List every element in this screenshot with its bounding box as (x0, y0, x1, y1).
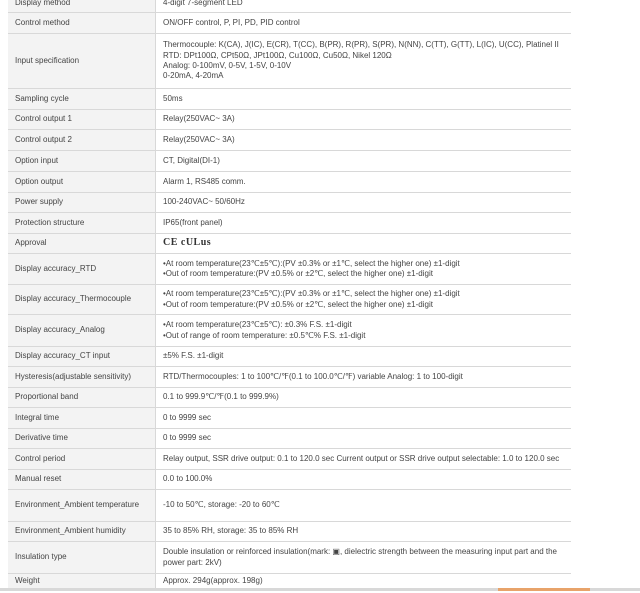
spec-row (8, 429, 571, 449)
spec-value-line: CT, Digital(DI-1) (163, 155, 220, 165)
spec-value (156, 213, 572, 234)
spec-row (8, 367, 571, 388)
spec-value-line: •At room temperature(23℃±5℃):(PV ±0.3% or ±1℃, select the higher one) ±1-digit (163, 258, 460, 268)
spec-row (8, 234, 571, 254)
spec-label: Control method (8, 13, 156, 34)
spec-row (8, 193, 571, 213)
spec-value-line: 0 to 9999 sec (163, 433, 212, 443)
spec-label: Display accuracy_Analog (8, 315, 156, 347)
spec-value-line: 50ms (163, 93, 183, 103)
spec-label: Option input (8, 151, 156, 172)
spec-value (156, 347, 572, 367)
spec-row (8, 347, 571, 367)
spec-value-line: 0.1 to 999.9℃/℉(0.1 to 999.9%) (163, 392, 279, 402)
spec-value-line: Approx. 294g(approx. 198g) (163, 575, 263, 585)
spec-row (8, 449, 571, 470)
spec-row (8, 388, 571, 408)
spec-value (156, 470, 572, 490)
spec-label: Display accuracy_CT input (8, 347, 156, 367)
specification-table (8, 0, 571, 589)
spec-row (8, 13, 571, 34)
spec-value (156, 0, 572, 13)
spec-label: Protection structure (8, 213, 156, 234)
spec-label: Environment_Ambient temperature (8, 490, 156, 522)
spec-value (156, 89, 572, 110)
spec-row (8, 254, 571, 285)
spec-value (156, 234, 572, 254)
spec-label: Power supply (8, 193, 156, 213)
spec-value (156, 490, 572, 522)
spec-row (8, 110, 571, 130)
spec-value (156, 34, 572, 89)
spec-value-line: 35 to 85% RH, storage: 35 to 85% RH (163, 526, 299, 536)
spec-row (8, 470, 571, 490)
spec-value (156, 172, 572, 193)
spec-row (8, 285, 571, 315)
spec-row (8, 522, 571, 542)
spec-value (156, 542, 572, 574)
spec-label: Option output (8, 172, 156, 193)
spec-row (8, 0, 571, 13)
spec-value-line: Relay(250VAC~ 3A) (163, 114, 235, 124)
spec-value-line: Double insulation or reinforced insulation(mark: ▣, dielectric strength between the measuring input part and the (163, 547, 557, 557)
spec-value-line: •Out of range of room temperature: ±0.5℃% F.S. ±1-digit (163, 330, 366, 340)
spec-value-line: Thermocouple: K(CA), J(IC), E(CR), T(CC), B(PR), R(PR), S(PR), N(NN), C(TT), G(TT), L(IC), U(CC), Platinel II (163, 40, 559, 50)
spec-value-line: ±5% F.S. ±1-digit (163, 351, 224, 361)
spec-row (8, 490, 571, 522)
spec-label: Input specification (8, 34, 156, 89)
spec-value-line: 0-20mA, 4-20mA (163, 71, 224, 81)
spec-row (8, 151, 571, 172)
spec-row (8, 89, 571, 110)
spec-value-line: Analog: 0-100mV, 0-5V, 1-5V, 0-10V (163, 61, 292, 70)
spec-label: Environment_Ambient humidity (8, 522, 156, 542)
specification-table-body (8, 0, 571, 589)
spec-label: Display accuracy_RTD (8, 254, 156, 285)
spec-row (8, 172, 571, 193)
spec-value (156, 408, 572, 429)
spec-label: Integral time (8, 408, 156, 429)
spec-label: Sampling cycle (8, 89, 156, 110)
spec-label: Display method (8, 0, 156, 13)
spec-label: Display accuracy_Thermocouple (8, 285, 156, 315)
spec-value-line: •Out of room temperature:(PV ±0.5% or ±2℃, select the higher one) ±1-digit (163, 269, 433, 278)
spec-value-line: -10 to 50℃, storage: -20 to 60℃ (163, 500, 280, 510)
spec-row (8, 542, 571, 574)
spec-value (156, 367, 572, 388)
spec-row (8, 34, 571, 89)
spec-value-line: power part: 2kV) (163, 557, 222, 567)
spec-label: Derivative time (8, 429, 156, 449)
spec-label: Hysteresis(adjustable sensitivity) (8, 367, 156, 388)
spec-label: Proportional band (8, 388, 156, 408)
spec-value (156, 254, 572, 285)
spec-value (156, 13, 572, 34)
spec-row (8, 574, 571, 589)
spec-value (156, 151, 572, 172)
spec-label: Weight (8, 574, 156, 589)
spec-value (156, 449, 572, 470)
spec-value (156, 130, 572, 151)
spec-value (156, 315, 572, 347)
spec-value (156, 388, 572, 408)
spec-value (156, 193, 572, 213)
spec-value-line: RTD: DPt100Ω, CPt50Ω, JPt100Ω, Cu100Ω, Cu50Ω, Nikel 120Ω (163, 50, 392, 60)
spec-value (156, 285, 572, 315)
spec-value-line: 100-240VAC~ 50/60Hz (163, 197, 245, 207)
spec-value-line: Alarm 1, RS485 comm. (163, 176, 246, 186)
spec-label: Control output 1 (8, 110, 156, 130)
spec-label: Approval (8, 234, 156, 254)
spec-value-line: ON/OFF control, P, PI, PD, PID control (163, 17, 300, 27)
spec-value-line: •Out of room temperature:(PV ±0.5% or ±2℃, select the higher one) ±1-digit (163, 299, 433, 309)
spec-value-line: •At room temperature(23℃±5℃): ±0.3% F.S. ±1-digit (163, 320, 352, 330)
spec-value-line: 4-digit 7-segment LED (163, 0, 243, 7)
bottom-accent-bar (498, 588, 590, 591)
spec-value-line: 0.0 to 100.0% (163, 474, 213, 484)
approval-marks: CE cULus (163, 237, 212, 249)
spec-value (156, 522, 572, 542)
spec-value (156, 429, 572, 449)
spec-value (156, 110, 572, 130)
spec-value-line: RTD/Thermocouples: 1 to 100℃/℉(0.1 to 100.0℃/℉) variable Analog: 1 to 100-digit (163, 371, 463, 381)
spec-row (8, 130, 571, 151)
spec-label: Control period (8, 449, 156, 470)
spec-value-line: •At room temperature(23℃±5℃):(PV ±0.3% or ±1℃, select the higher one) ±1-digit (163, 289, 460, 299)
spec-row (8, 315, 571, 347)
spec-value-line: IP65(front panel) (163, 217, 223, 227)
spec-value-line: Relay(250VAC~ 3A) (163, 134, 235, 144)
spec-value-line: Relay output, SSR drive output: 0.1 to 120.0 sec Current output or SSR drive output selectable: 1.0 to 120.0 sec (163, 453, 560, 463)
spec-label: Insulation type (8, 542, 156, 574)
spec-row (8, 408, 571, 429)
spec-row (8, 213, 571, 234)
spec-label: Manual reset (8, 470, 156, 490)
spec-label: Control output 2 (8, 130, 156, 151)
spec-value-line: 0 to 9999 sec (163, 412, 212, 422)
spec-value (156, 574, 572, 589)
